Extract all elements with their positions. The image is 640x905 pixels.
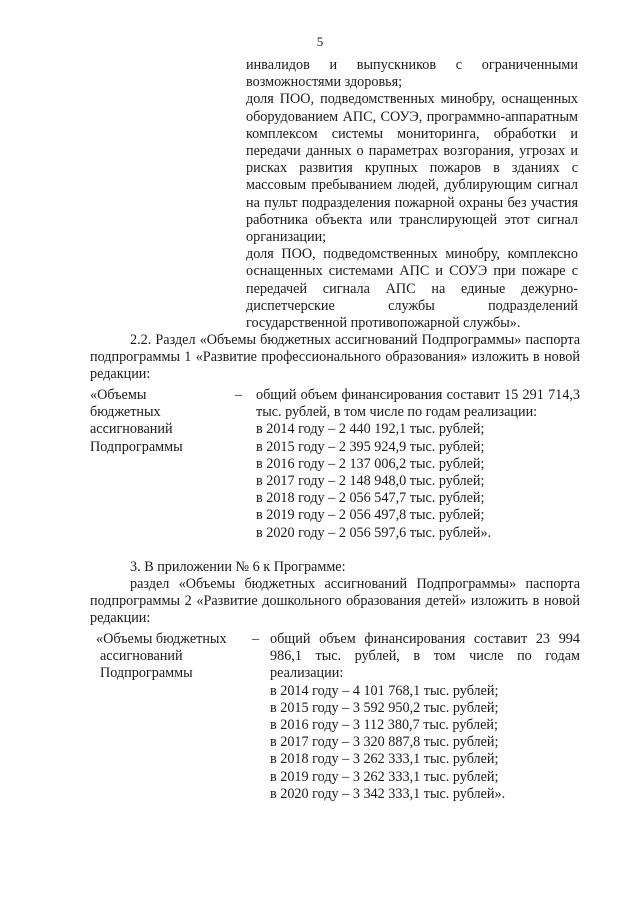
year-row: в 2015 году – 2 395 924,9 тыс. рублей; xyxy=(256,438,485,455)
label-line: бюджетных xyxy=(90,404,161,421)
year-row: в 2018 году – 3 262 333,1 тыс. рублей; xyxy=(270,751,499,768)
year-row: в 2017 году – 3 320 887,8 тыс. рублей; xyxy=(270,734,499,751)
section-3-paragraph: раздел «Объемы бюджетных ассигнований Подпрограммы» паспорта подпрограммы 2 «Развитие дошкольного образования детей» изложить в новой редакции: xyxy=(90,576,580,627)
table-dash: – xyxy=(235,387,243,403)
budget-table-subprogram-1 xyxy=(90,387,580,557)
year-row: в 2014 году – 2 440 192,1 тыс. рублей; xyxy=(256,421,485,438)
total-financing: общий объем финансирования составит 23 994 986,1 тыс. рублей, в том числе по годам реализации: xyxy=(270,631,580,682)
year-row: в 2014 году – 4 101 768,1 тыс. рублей; xyxy=(270,682,499,699)
continuation-line: инвалидов и выпускников с ограниченными возможностями здоровья; xyxy=(246,57,578,91)
year-row: в 2019 году – 2 056 497,8 тыс. рублей; xyxy=(256,507,485,524)
section-2-2-paragraph: 2.2. Раздел «Объемы бюджетных ассигнований Подпрограммы» паспорта подпрограммы 1 «Развитие профессионального образования» изложить в новой редакции: xyxy=(90,332,580,383)
year-row: в 2019 году – 3 262 333,1 тыс. рублей; xyxy=(270,768,499,785)
continuation-line: доля ПОО, подведомственных минобру, комплексно оснащенных системами АПС и СОУЭ при пожаре с передачей сигнала АПС на единые дежурно-диспетчерские службы подразделений государственной противопожарной службы». xyxy=(246,246,578,332)
label-line: Подпрограммы xyxy=(100,665,193,682)
table-label xyxy=(96,631,236,683)
label-line: «Объемы xyxy=(90,387,147,403)
year-row: в 2017 году – 2 148 948,0 тыс. рублей; xyxy=(256,473,485,490)
section-3-heading: 3. В приложении № 6 к Программе: xyxy=(130,559,346,575)
year-row: в 2016 году – 2 137 006,2 тыс. рублей; xyxy=(256,455,485,472)
table-values xyxy=(256,387,580,542)
total-financing: общий объем финансирования составит 15 291 714,3 тыс. рублей, в том числе по годам реализации: xyxy=(256,387,580,421)
year-row: в 2015 году – 3 592 950,2 тыс. рублей; xyxy=(270,699,499,716)
label-line: «Объемы бюджетных xyxy=(96,631,227,647)
continuation-line: доля ПОО, подведомственных минобру, оснащенных оборудованием АПС, СОУЭ, программно-аппаратным комплексом системы мониторинга, обработки и передачи данных о параметрах возгорания, угрозах и рисках развития крупных пожаров в зданиях с массовым пребыванием людей, дублирующим сигнал на пульт подразделения пожарной охраны без участия работника объекта или транслирующей этот сигнал организации; xyxy=(246,91,578,246)
table-dash: – xyxy=(252,631,260,647)
label-line: ассигнований xyxy=(90,421,173,438)
label-line: Подпрограммы xyxy=(90,438,183,455)
table-label xyxy=(90,387,230,456)
page-number: 5 xyxy=(316,34,324,49)
continuation-block xyxy=(246,57,578,332)
year-row: в 2020 году – 3 342 333,1 тыс. рублей». xyxy=(270,785,506,802)
year-row: в 2020 году – 2 056 597,6 тыс. рублей». xyxy=(256,524,492,541)
year-row: в 2016 году – 3 112 380,7 тыс. рублей; xyxy=(270,717,498,734)
table-values xyxy=(270,631,580,803)
budget-table-subprogram-2 xyxy=(90,631,580,801)
label-line: ассигнований xyxy=(100,648,183,665)
year-row: в 2018 году – 2 056 547,7 тыс. рублей; xyxy=(256,490,485,507)
